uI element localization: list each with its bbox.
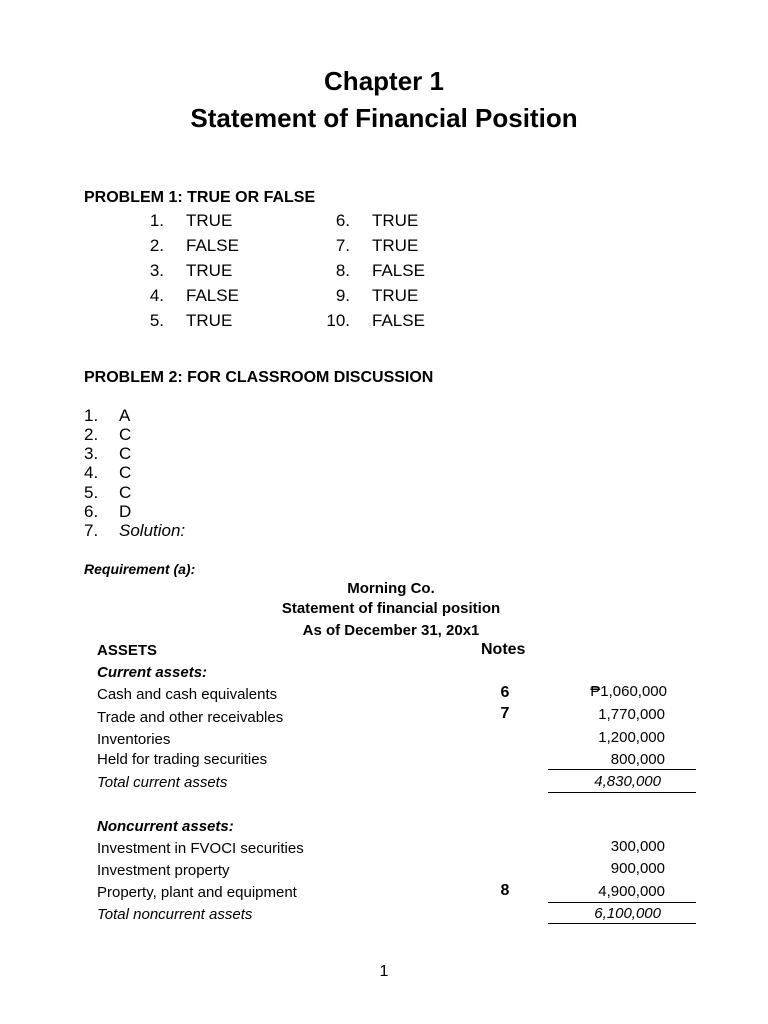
note-reference: 7 bbox=[500, 705, 510, 722]
tf-item-answer: FALSE bbox=[186, 236, 239, 255]
tf-item-answer: TRUE bbox=[372, 236, 419, 255]
mc-item-number: 3. bbox=[84, 444, 99, 463]
mc-item-number: 6. bbox=[84, 502, 99, 521]
line-item-amount: 800,000 bbox=[610, 751, 665, 768]
company-name: Morning Co. bbox=[347, 580, 435, 597]
tf-item-number: 4. bbox=[149, 286, 164, 305]
line-item-amount: 1,770,000 bbox=[598, 706, 665, 723]
mc-item-answer: C bbox=[119, 483, 132, 502]
chapter-subtitle: Statement of Financial Position bbox=[190, 103, 578, 133]
tf-item-answer: FALSE bbox=[186, 286, 239, 305]
mc-item-answer: A bbox=[119, 406, 131, 425]
assets-heading: ASSETS bbox=[97, 642, 158, 659]
line-item-amount: ₱1,060,000 bbox=[590, 683, 667, 700]
mc-item-number: 5. bbox=[84, 483, 99, 502]
tf-item-answer: FALSE bbox=[372, 261, 425, 280]
mc-item-answer: C bbox=[119, 425, 132, 444]
total-rule bbox=[548, 792, 696, 793]
page-number: 1 bbox=[379, 963, 389, 980]
total-noncurrent-assets-label: Total noncurrent assets bbox=[97, 906, 253, 923]
line-item-label: Held for trading securities bbox=[97, 751, 268, 768]
problem1-heading: PROBLEM 1: TRUE OR FALSE bbox=[84, 189, 316, 206]
total-current-assets-amount: 4,830,000 bbox=[594, 773, 661, 790]
tf-item-number: 8. bbox=[335, 261, 350, 280]
mc-item-number: 2. bbox=[84, 425, 99, 444]
note-reference: 8 bbox=[500, 882, 510, 899]
mc-item-number: 7. bbox=[84, 521, 99, 540]
solution-label: Solution: bbox=[119, 521, 186, 540]
tf-item-answer: TRUE bbox=[372, 211, 419, 230]
tf-item-number: 2. bbox=[149, 236, 164, 255]
total-noncurrent-assets-amount: 6,100,000 bbox=[594, 905, 661, 922]
line-item-label: Trade and other receivables bbox=[97, 709, 284, 726]
tf-item-number: 1. bbox=[149, 211, 164, 230]
tf-item-answer: TRUE bbox=[372, 286, 419, 305]
note-reference: 6 bbox=[500, 684, 510, 701]
tf-item-number: 10. bbox=[326, 311, 350, 330]
total-rule bbox=[548, 923, 696, 924]
statement-date: As of December 31, 20x1 bbox=[302, 622, 480, 639]
chapter-title: Chapter 1 bbox=[324, 66, 444, 96]
subtotal-rule bbox=[548, 902, 696, 903]
mc-item-answer: C bbox=[119, 444, 132, 463]
problem2-heading: PROBLEM 2: FOR CLASSROOM DISCUSSION bbox=[84, 369, 434, 386]
line-item-label: Property, plant and equipment bbox=[97, 884, 297, 901]
notes-column-header: Notes bbox=[481, 641, 526, 658]
mc-item-number: 1. bbox=[84, 406, 99, 425]
line-item-label: Investment in FVOCI securities bbox=[97, 840, 304, 857]
mc-item-answer: D bbox=[119, 502, 132, 521]
line-item-label: Inventories bbox=[97, 731, 171, 748]
mc-item-number: 4. bbox=[84, 463, 99, 482]
line-item-label: Cash and cash equivalents bbox=[97, 686, 278, 703]
tf-item-number: 5. bbox=[149, 311, 164, 330]
tf-item-number: 3. bbox=[149, 261, 164, 280]
total-current-assets-label: Total current assets bbox=[97, 774, 228, 791]
line-item-amount: 900,000 bbox=[610, 860, 665, 877]
line-item-amount: 1,200,000 bbox=[598, 729, 665, 746]
tf-item-number: 6. bbox=[335, 211, 350, 230]
tf-item-answer: TRUE bbox=[186, 311, 233, 330]
mc-item-answer: C bbox=[119, 463, 132, 482]
line-item-amount: 4,900,000 bbox=[598, 883, 665, 900]
tf-item-answer: FALSE bbox=[372, 311, 425, 330]
requirement-label: Requirement (a): bbox=[84, 561, 196, 577]
current-assets-heading: Current assets: bbox=[97, 664, 208, 681]
line-item-amount: 300,000 bbox=[610, 838, 665, 855]
noncurrent-assets-heading: Noncurrent assets: bbox=[97, 818, 234, 835]
tf-item-number: 9. bbox=[335, 286, 350, 305]
subtotal-rule bbox=[548, 769, 696, 770]
statement-title: Statement of financial position bbox=[281, 600, 501, 617]
tf-item-number: 7. bbox=[335, 236, 350, 255]
line-item-label: Investment property bbox=[97, 862, 230, 879]
tf-item-answer: TRUE bbox=[186, 211, 233, 230]
tf-item-answer: TRUE bbox=[186, 261, 233, 280]
